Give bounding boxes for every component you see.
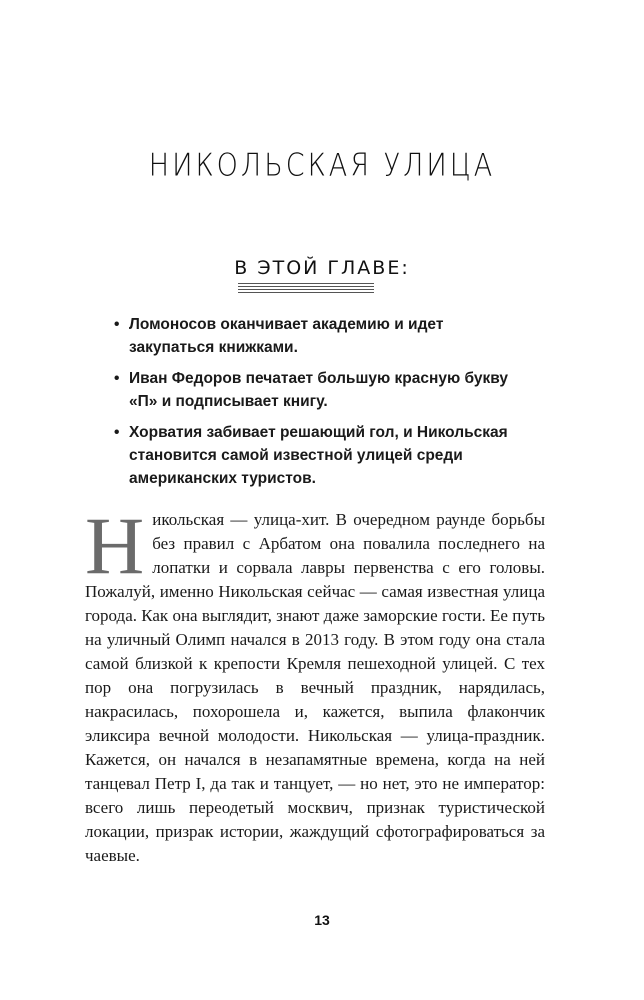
summary-item-text: Иван Федоров печатает большую красную букву «П» и подписывает книгу. — [129, 370, 509, 410]
in-this-chapter-heading: В ЭТОЙ ГЛАВЕ: — [234, 257, 410, 279]
heading-underline-rule — [238, 283, 374, 293]
chapter-summary-list — [114, 313, 514, 498]
bullet-icon: • — [114, 370, 120, 387]
summary-list-item — [114, 421, 514, 490]
body-paragraph — [85, 500, 545, 868]
bullet-icon: • — [114, 424, 120, 441]
body-paragraph-text: икольская — улица-хит. В очередном раунде борьбы без правил с Арбатом она повалила последнего на лопатки и сорвала лавры первенства с его головы. Пожалуй, именно Никольская сейчас — самая известная улица города. Как она выглядит, знают даже заморские гости. Ее путь на уличный Олимп начался в 2013 году. В этом году она стала самой близкой к крепости Кремля пешеходной улицей. С тех пор она погрузилась в вечный праздник, нарядилась, накрасилась, похорошела и, кажется, выпила флакончик эликсира вечной молодости. Никольская — улица-праздник. Кажется, он начался в незапамятные времена, когда на ней танцевал Петр I, да так и танцует, — но нет, это не император: всего лишь переодетый москвич, признак туристической локации, призрак истории, жаждущий сфотографироваться за чаевые. — [85, 510, 545, 865]
page-number: 13 — [314, 912, 330, 928]
chapter-title: НИКОЛЬСКАЯ УЛИЦА — [148, 147, 496, 184]
drop-cap-letter: Н — [85, 500, 145, 591]
bullet-icon: • — [114, 316, 120, 333]
summary-list-item — [114, 367, 514, 413]
summary-item-text: Ломоносов оканчивает академию и идет закупаться книжками. — [129, 316, 444, 356]
summary-list-item — [114, 313, 514, 359]
summary-item-text: Хорватия забивает решающий гол, и Никольская становится самой известной улицей среди американских туристов. — [129, 424, 508, 487]
